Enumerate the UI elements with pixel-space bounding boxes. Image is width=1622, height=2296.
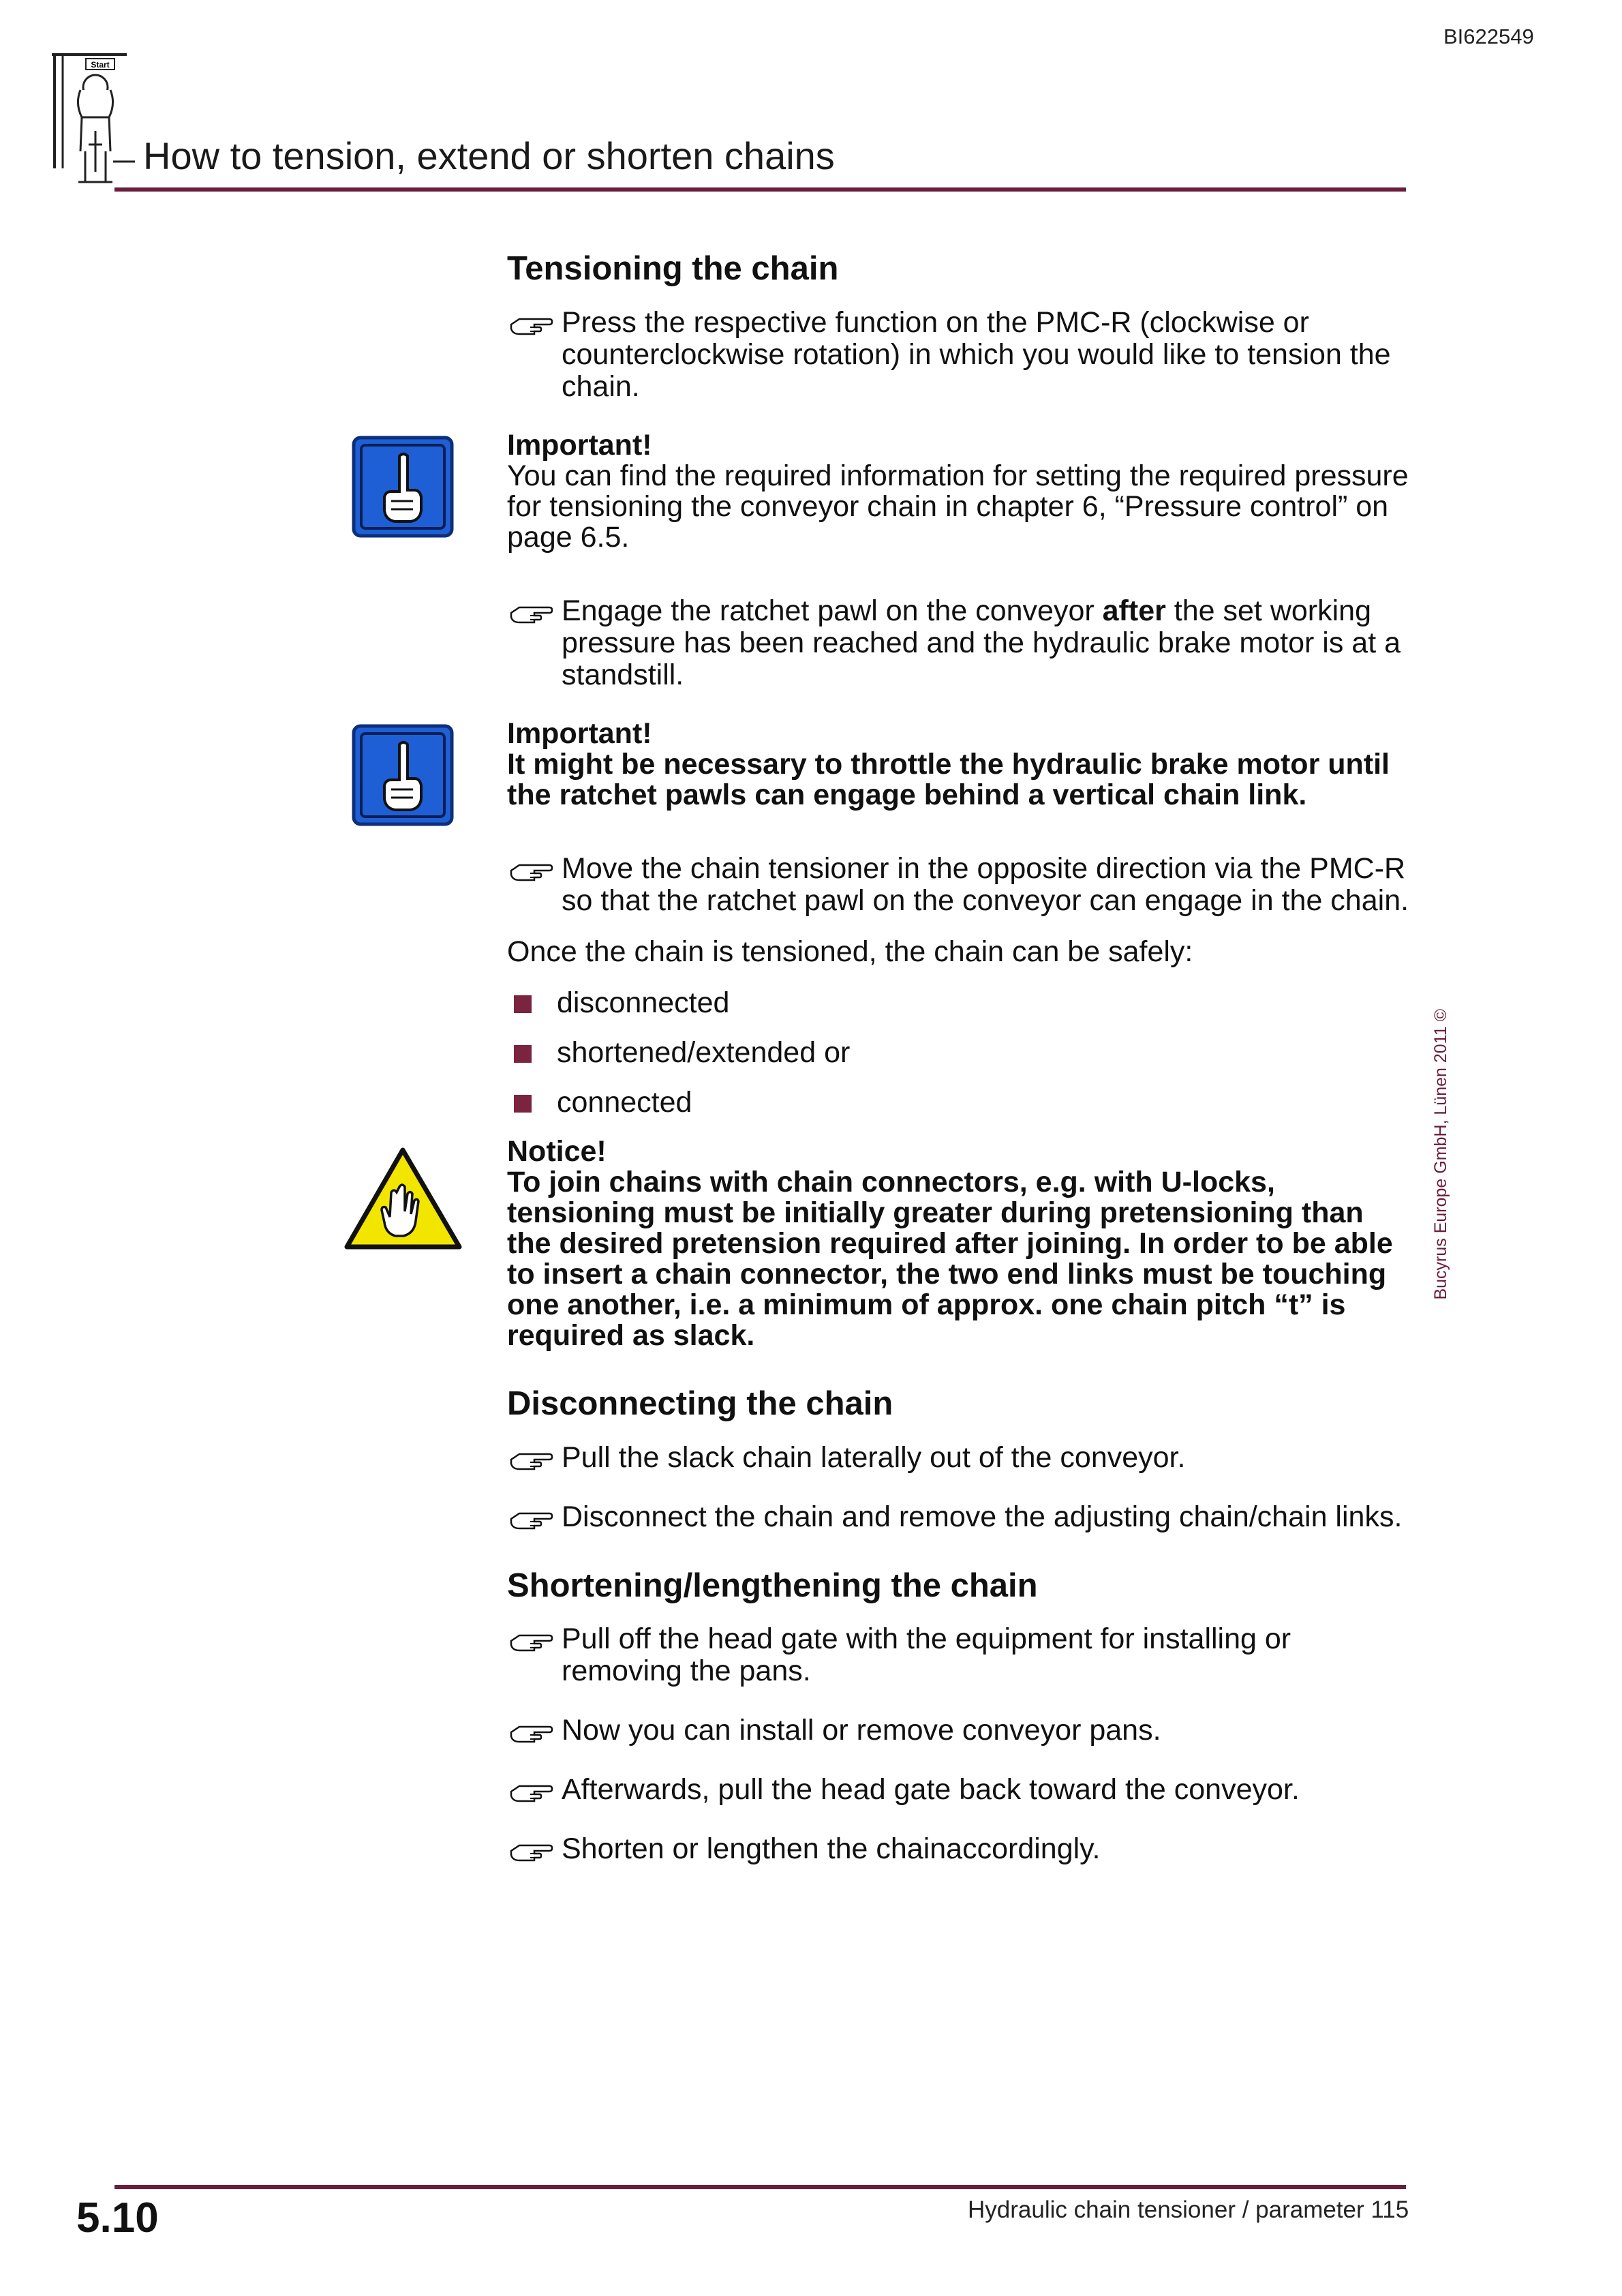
header-rule bbox=[114, 187, 1406, 192]
heading-shortening: Shortening/lengthening the chain bbox=[507, 1567, 1038, 1604]
raised-finger-icon bbox=[352, 724, 454, 826]
footer-rule bbox=[114, 2185, 1406, 2189]
pointing-hand-icon bbox=[510, 856, 553, 883]
page-title: How to tension, extend or shorten chains bbox=[143, 134, 835, 177]
step-text: Pull the slack chain laterally out of the conveyor. bbox=[562, 1440, 1186, 1474]
notice-text: To join chains with chain connectors, e.g. with U-locks, tensioning must be initially greater during pretensioning than the desired pretension required after joining. In order to be able to insert a chain connector, the two end links must be touching one another, i.e. a minimum of approx. one chain pitch “t” is required as slack. bbox=[507, 1165, 1393, 1352]
note-label: Important! bbox=[507, 716, 652, 750]
list-item bbox=[507, 987, 1413, 1019]
notice-label: Notice! bbox=[507, 1134, 607, 1168]
notice-note bbox=[507, 1136, 1413, 1351]
step-item bbox=[507, 1442, 1413, 1474]
step-item bbox=[507, 1623, 1413, 1687]
step-text-part: Engage the ratchet pawl on the conveyor bbox=[562, 594, 1103, 627]
pointing-hand-icon bbox=[510, 1836, 553, 1863]
note-text: You can find the required information for setting the required pressure for tensioning the conveyor chain in chapter 6, “Pressure control” on page 6.5. bbox=[507, 459, 1409, 554]
step-text-part: the set working pressure has been reached and the hydraulic brake motor is at a standstill. bbox=[562, 594, 1401, 691]
list-item-text: connected bbox=[557, 1085, 692, 1119]
start-figure-icon bbox=[48, 49, 136, 185]
bullet-square-icon bbox=[514, 1045, 532, 1063]
page-number: 5.10 bbox=[76, 2194, 159, 2241]
step-text: Shorten or lengthen the chainaccordingly. bbox=[562, 1832, 1101, 1866]
note-label: Important! bbox=[507, 428, 652, 462]
important-note bbox=[507, 430, 1413, 553]
pointing-hand-icon bbox=[510, 309, 553, 337]
pointing-hand-icon bbox=[510, 1445, 553, 1472]
pointing-hand-icon bbox=[510, 1504, 553, 1531]
bullet-square-icon bbox=[514, 1095, 532, 1113]
step-item bbox=[507, 307, 1413, 403]
document-id: BI622549 bbox=[1443, 25, 1534, 48]
list-item-text: shortened/extended or bbox=[557, 1036, 851, 1069]
note-text: It might be necessary to throttle the hydraulic brake motor until the ratchet pawls can engage behind a vertical chain link. bbox=[507, 747, 1390, 811]
step-text-emphasis: after bbox=[1102, 594, 1166, 627]
list-item bbox=[507, 1087, 1413, 1119]
pointing-hand-icon bbox=[510, 1777, 553, 1804]
pointing-hand-icon bbox=[510, 1717, 553, 1744]
step-item bbox=[507, 595, 1413, 691]
heading-disconnecting: Disconnecting the chain bbox=[507, 1385, 893, 1422]
list-item-text: disconnected bbox=[557, 986, 730, 1019]
step-item bbox=[507, 1715, 1413, 1747]
list-item bbox=[507, 1037, 1413, 1069]
bullet-list bbox=[507, 987, 1413, 1119]
main-content bbox=[507, 249, 1413, 1892]
raised-finger-icon bbox=[352, 436, 454, 538]
step-item bbox=[507, 1833, 1413, 1865]
step-text: Now you can install or remove conveyor pans. bbox=[562, 1714, 1161, 1747]
copyright-notice: Bucyrus Europe GmbH, Lünen 2011 © bbox=[1431, 1009, 1450, 1300]
step-text: Press the respective function on the PMC-R (clockwise or counterclockwise rotation) in which you would like to tension the chain. bbox=[562, 305, 1391, 403]
paragraph: Once the chain is tensioned, the chain can be safely: bbox=[507, 935, 1193, 968]
step-text: Pull off the head gate with the equipment for installing or removing the pans. bbox=[562, 1622, 1291, 1688]
step-item bbox=[507, 1501, 1413, 1533]
logo-start-label: Start bbox=[91, 60, 110, 70]
bullet-square-icon bbox=[514, 995, 532, 1013]
step-item bbox=[507, 853, 1413, 917]
pointing-hand-icon bbox=[510, 1626, 553, 1653]
step-text: Move the chain tensioner in the opposite direction via the PMC-R so that the ratchet pawl on the conveyor can engage in the chain. bbox=[562, 851, 1409, 917]
important-note bbox=[507, 716, 1413, 811]
footer-text: Hydraulic chain tensioner / parameter 115 bbox=[968, 2196, 1409, 2223]
warning-hand-icon bbox=[343, 1146, 463, 1252]
step-text: Afterwards, pull the head gate back toward the conveyor. bbox=[562, 1773, 1300, 1807]
pointing-hand-icon bbox=[510, 598, 553, 625]
heading-tensioning: Tensioning the chain bbox=[507, 250, 839, 287]
step-text: Disconnect the chain and remove the adjusting chain/chain links. bbox=[562, 1500, 1403, 1533]
step-item bbox=[507, 1774, 1413, 1806]
